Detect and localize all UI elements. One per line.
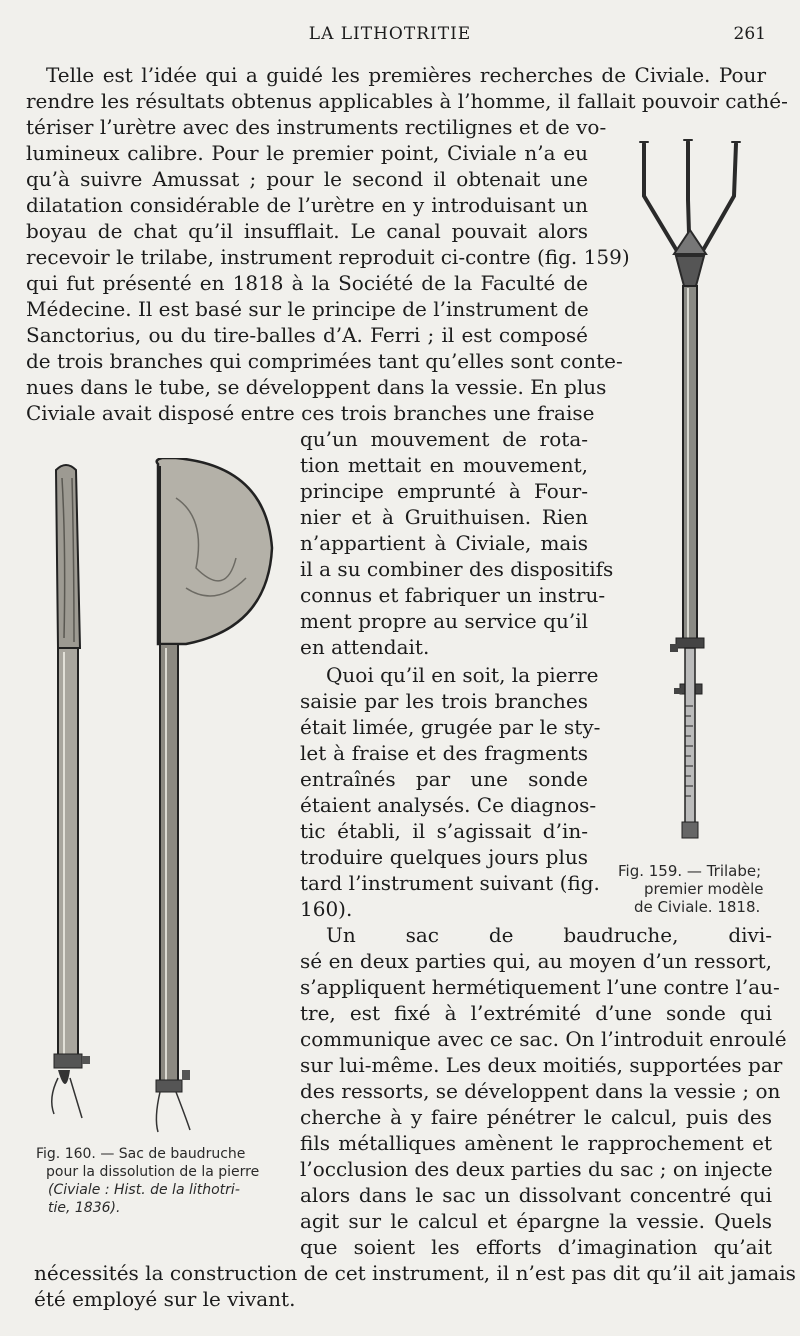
body-line: Telle est l’idée qui a guidé les premières recherches de Civiale. Pour bbox=[46, 63, 766, 87]
body-line: connus et fabriquer un instru- bbox=[300, 583, 606, 607]
body-line: lumineux calibre. Pour le premier point, Civiale n’a eu bbox=[26, 141, 588, 165]
body-line: étaient analysés. Ce diagnos- bbox=[300, 793, 597, 817]
body-line: Quoi qu’il en soit, la pierre bbox=[326, 663, 599, 687]
body-line: tre, est fixé à l’extrémité d’une sonde qui bbox=[300, 1001, 772, 1025]
body-line: en attendait. bbox=[300, 635, 430, 659]
body-line: nécessités la construction de cet instrument, il n’est pas dit qu’il ait jamais bbox=[34, 1261, 796, 1285]
figure-160-baudruche-sac-illustration bbox=[36, 458, 286, 1138]
figure-160-caption: Fig. 160. — Sac de baudruche bbox=[36, 1146, 246, 1162]
body-line: il a su combiner des dispositifs bbox=[300, 557, 614, 581]
body-line: l’occlusion des deux parties du sac ; on injecte bbox=[300, 1157, 773, 1181]
figure-160-caption: (Civiale : Hist. de la lithotri- bbox=[48, 1182, 240, 1198]
running-title: LA LITHOTRITIE bbox=[308, 24, 472, 44]
body-line: tard l’instrument suivant (fig. bbox=[300, 871, 600, 895]
body-line: sé en deux parties qui, au moyen d’un ressort, bbox=[300, 949, 772, 973]
page-header bbox=[0, 24, 800, 54]
body-line: Un sac de baudruche, divi- bbox=[326, 923, 772, 947]
body-line: let à fraise et des fragments bbox=[300, 741, 588, 765]
body-line: que soient les efforts d’imagination qu’ait bbox=[300, 1235, 772, 1259]
body-line: nues dans le tube, se développent dans la vessie. En plus bbox=[26, 375, 607, 399]
body-line: saisie par les trois branches bbox=[300, 689, 588, 713]
body-line: n’appartient à Civiale, mais bbox=[300, 531, 588, 555]
body-line: nier et à Gruithuisen. Rien bbox=[300, 505, 588, 529]
figure-159-caption: premier modèle bbox=[644, 880, 764, 898]
body-line: Sanctorius, ou du tire-balles d’A. Ferri ; il est composé bbox=[26, 323, 588, 347]
body-line: boyau de chat qu’il insufflait. Le canal pouvait alors bbox=[26, 219, 588, 243]
body-line: était limée, grugée par le sty- bbox=[300, 715, 601, 739]
figure-159-caption: Fig. 159. — Trilabe; bbox=[618, 862, 762, 880]
body-line: dilatation considérable de l’urètre en y introduisant un bbox=[26, 193, 588, 217]
body-line: sur lui-même. Les deux moitiés, supportées par bbox=[300, 1053, 783, 1077]
body-line: fils métalliques amènent le rapprochement et bbox=[300, 1131, 772, 1155]
body-line: qu’un mouvement de rota- bbox=[300, 427, 588, 451]
figure-160-caption: tie, 1836). bbox=[48, 1200, 121, 1216]
body-line: tériser l’urètre avec des instruments rectilignes et de vo- bbox=[26, 115, 607, 139]
body-line: 160). bbox=[300, 897, 353, 921]
body-line: qui fut présenté en 1818 à la Société de la Faculté de bbox=[26, 271, 588, 295]
body-line: s’appliquent hermétiquement l’une contre l’au- bbox=[300, 975, 780, 999]
body-line: recevoir le trilabe, instrument reproduit ci-contre (fig. 159) bbox=[26, 245, 630, 269]
body-line: rendre les résultats obtenus applicables à l’homme, il fallait pouvoir cathé- bbox=[26, 89, 788, 113]
body-line: principe emprunté à Four- bbox=[300, 479, 588, 503]
body-line: communique avec ce sac. On l’introduit enroulé bbox=[300, 1027, 787, 1051]
figure-160-caption: pour la dissolution de la pierre bbox=[46, 1164, 260, 1180]
body-line: tion mettait en mouvement, bbox=[300, 453, 588, 477]
body-line: des ressorts, se développent dans la vessie ; on bbox=[300, 1079, 781, 1103]
body-line: troduire quelques jours plus bbox=[300, 845, 588, 869]
body-line: Civiale avait disposé entre ces trois branches une fraise bbox=[26, 401, 595, 425]
body-line: agit sur le calcul et épargne la vessie. Quels bbox=[300, 1209, 772, 1233]
figure-159-caption: de Civiale. 1818. bbox=[634, 898, 761, 916]
body-line: ment propre au service qu’il bbox=[300, 609, 588, 633]
body-line: qu’à suivre Amussat ; pour le second il obtenait une bbox=[26, 167, 588, 191]
page-number: 261 bbox=[733, 24, 766, 44]
figure-159-trilabe-illustration bbox=[630, 136, 760, 846]
body-line: Médecine. Il est basé sur le principe de l’instrument de bbox=[26, 297, 589, 321]
body-line: cherche à y faire pénétrer le calcul, puis des bbox=[300, 1105, 772, 1129]
body-line: entraînés par une sonde bbox=[300, 767, 588, 791]
body-line: de trois branches qui comprimées tant qu’elles sont conte- bbox=[26, 349, 623, 373]
body-line: été employé sur le vivant. bbox=[34, 1287, 296, 1311]
body-line: alors dans le sac un dissolvant concentré qui bbox=[300, 1183, 772, 1207]
body-line: tic établi, il s’agissait d’in- bbox=[300, 819, 588, 843]
